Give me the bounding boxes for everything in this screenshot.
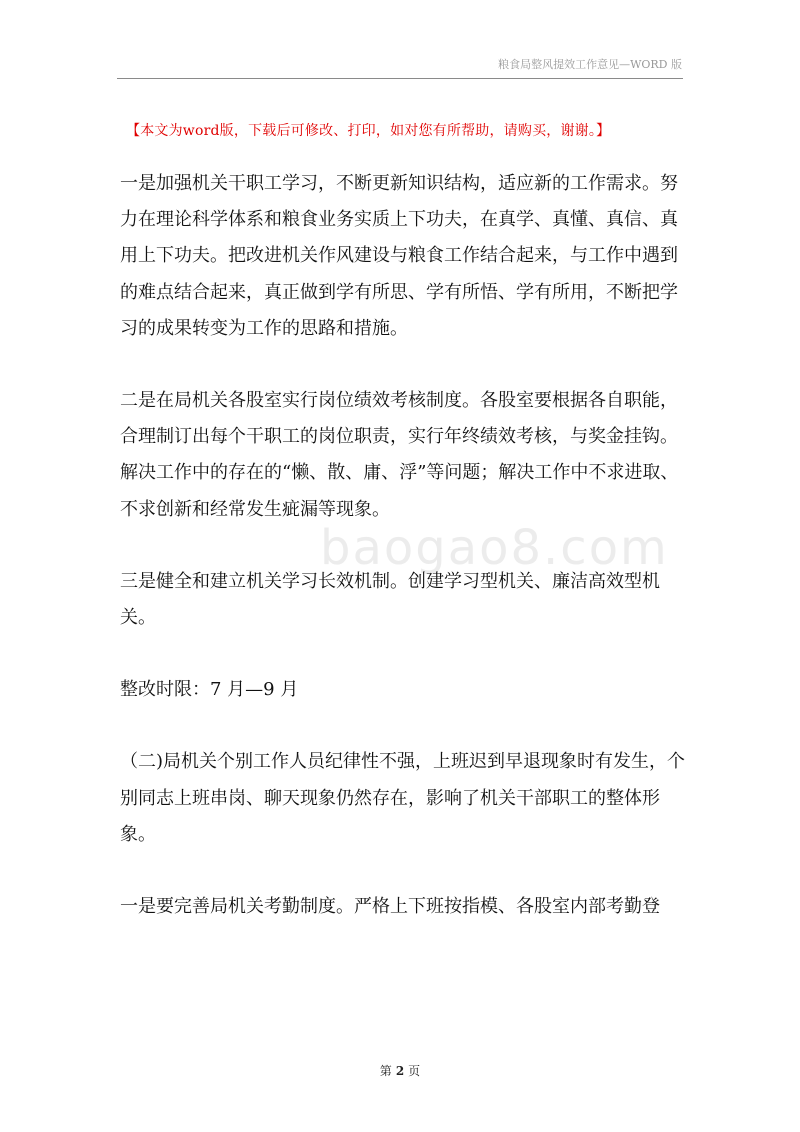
paragraph-performance: 二是在局机关各股室实行岗位绩效考核制度。各股室要根据各自职能，合理制订出每个干职工的岗位职责，实行年终绩效考核，与奖金挂钩。解决工作中的存在的“懒、散、庸、浮”等问题；解决工作中不求进取、不求创新和经常发生疵漏等现象。 bbox=[120, 390, 679, 520]
page-header-title: 粮食局整风提效工作意见—WORD 版 bbox=[498, 58, 682, 71]
purchase-notice: 【本文为word版，下载后可修改、打印，如对您有所帮助，请购买，谢谢。】 bbox=[126, 123, 611, 139]
paragraph-gap bbox=[120, 853, 686, 889]
footer-prefix: 第 bbox=[379, 1064, 392, 1078]
header-divider bbox=[117, 78, 683, 79]
footer-suffix: 页 bbox=[408, 1064, 421, 1078]
paragraph-gap bbox=[120, 708, 686, 744]
paragraph-attendance: 一是要完善局机关考勤制度。严格上下班按指模、各股室内部考勤登 bbox=[120, 896, 660, 918]
paragraph-deadline: 整改时限：7 月—9 月 bbox=[120, 679, 299, 701]
document-body bbox=[120, 166, 686, 925]
watermark: baogao8.com bbox=[320, 520, 669, 576]
page-footer bbox=[0, 1062, 800, 1079]
paragraph-study: 一是加强机关干职工学习，不断更新知识结构，适应新的工作需求。努力在理论科学体系和粮食业务实质上下功夫，在真学、真懂、真信、真用上下功夫。把改进机关作风建设与粮食工作结合起来，与工作中遇到的难点结合起来，真正做到学有所思、学有所悟、学有所用，不断把学习的成果转变为工作的思路和措施。 bbox=[120, 173, 678, 339]
paragraph-mechanism: 三是健全和建立机关学习长效机制。创建学习型机关、廉洁高效型机关。 bbox=[120, 570, 660, 629]
paragraph-gap bbox=[120, 528, 686, 564]
paragraph-gap bbox=[120, 347, 686, 383]
page-number: 2 bbox=[395, 1064, 405, 1078]
paragraph-discipline: （二)局机关个别工作人员纪律性不强，上班迟到早退现象时有发生，个别同志上班串岗、聊天现象仍然存在，影响了机关干部职工的整体形象。 bbox=[120, 751, 686, 845]
paragraph-gap bbox=[120, 636, 686, 672]
